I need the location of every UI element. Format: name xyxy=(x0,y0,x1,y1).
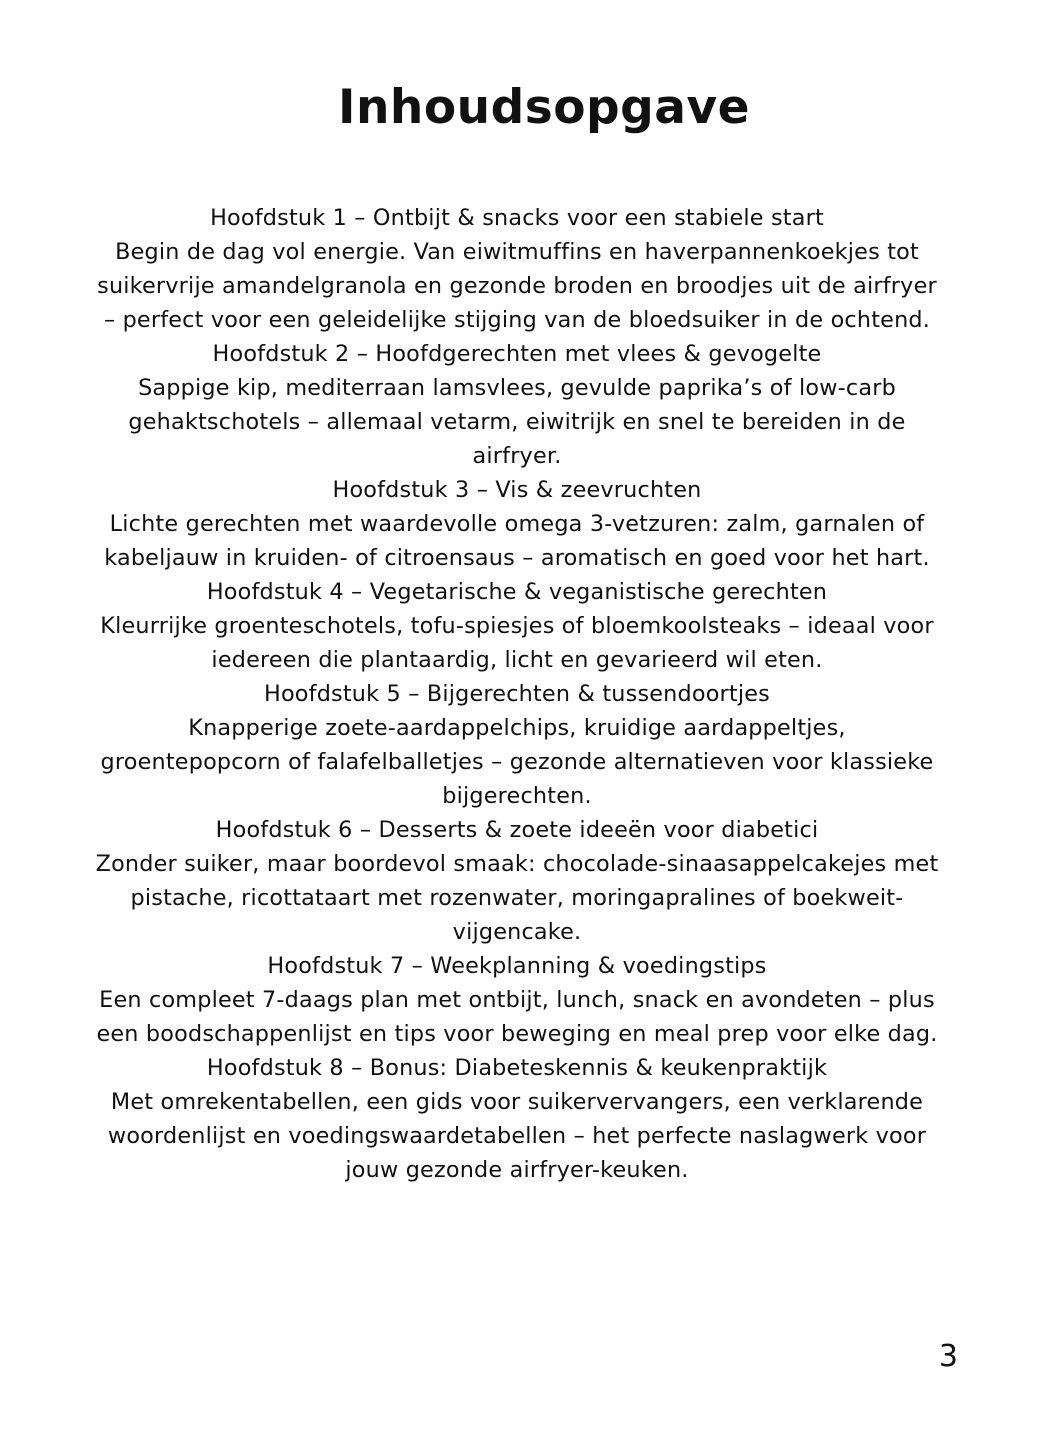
toc-chapter-5 xyxy=(95,677,939,813)
toc-chapter-6 xyxy=(95,813,939,949)
toc-chapter-2 xyxy=(95,337,939,473)
page-number: 3 xyxy=(938,1339,958,1374)
chapter-description: Een compleet 7-daags plan met ontbijt, lunch, snack en avondeten – plus een boodschappenlijst en tips voor beweging en meal prep voor elke dag. xyxy=(96,987,938,1047)
chapter-heading: Hoofdstuk 4 – Vegetarische & veganistische gerechten xyxy=(206,579,828,605)
chapter-description: Kleurrijke groenteschotels, tofu-spiesjes of bloemkoolsteaks – ideaal voor iedereen die plantaardig, licht en gevarieerd wil eten. xyxy=(100,613,934,673)
chapter-heading: Hoofdstuk 5 – Bijgerechten & tussendoortjes xyxy=(264,681,770,707)
chapter-description: Met omrekentabellen, een gids voor suikervervangers, een verklarende woordenlijst en voedingswaardetabellen – het perfecte naslagwerk voor jouw gezonde airfryer-keuken. xyxy=(107,1089,927,1183)
toc-chapter-4 xyxy=(95,575,939,677)
toc-chapter-1 xyxy=(95,201,939,337)
chapter-description: Zonder suiker, maar boordevol smaak: chocolade-sinaasappelcakejes met pistache, ricottataart met rozenwater, moringapralines of boekweit-vijgencake. xyxy=(95,851,939,945)
page-title: Inhoudsopgave xyxy=(337,80,751,135)
chapter-heading: Hoofdstuk 1 – Ontbijt & snacks voor een stabiele start xyxy=(210,205,824,231)
toc-chapter-3 xyxy=(95,473,939,575)
chapter-description: Lichte gerechten met waardevolle omega 3-vetzuren: zalm, garnalen of kabeljauw in kruiden- of citroensaus – aromatisch en goed voor het hart. xyxy=(104,511,930,571)
chapter-description: Sappige kip, mediterraan lamsvlees, gevulde paprika’s of low-carb gehaktschotels – allemaal vetarm, eiwitrijk en snel te bereiden in de airfryer. xyxy=(128,375,906,469)
toc-chapter-8 xyxy=(95,1051,939,1187)
chapter-heading: Hoofdstuk 8 – Bonus: Diabeteskennis & keukenpraktijk xyxy=(206,1055,828,1081)
chapter-heading: Hoofdstuk 7 – Weekplanning & voedingstips xyxy=(267,953,767,979)
chapter-heading: Hoofdstuk 2 – Hoofdgerechten met vlees & gevogelte xyxy=(212,341,822,367)
chapter-heading: Hoofdstuk 6 – Desserts & zoete ideeën voor diabetici xyxy=(215,817,819,843)
chapter-description: Knapperige zoete-aardappelchips, kruidige aardappeltjes, groentepopcorn of falafelballetjes – gezonde alternatieven voor klassieke bijgerechten. xyxy=(100,715,934,809)
toc-chapter-7 xyxy=(95,949,939,1051)
chapter-description: Begin de dag vol energie. Van eiwitmuffins en haverpannenkoekjes tot suikervrije amandelgranola en gezonde broden en broodjes uit de airfryer – perfect voor een geleidelijke stijging van de bloedsuiker in de ochtend. xyxy=(97,239,937,333)
chapter-heading: Hoofdstuk 3 – Vis & zeevruchten xyxy=(332,477,702,503)
table-of-contents xyxy=(95,201,939,1187)
